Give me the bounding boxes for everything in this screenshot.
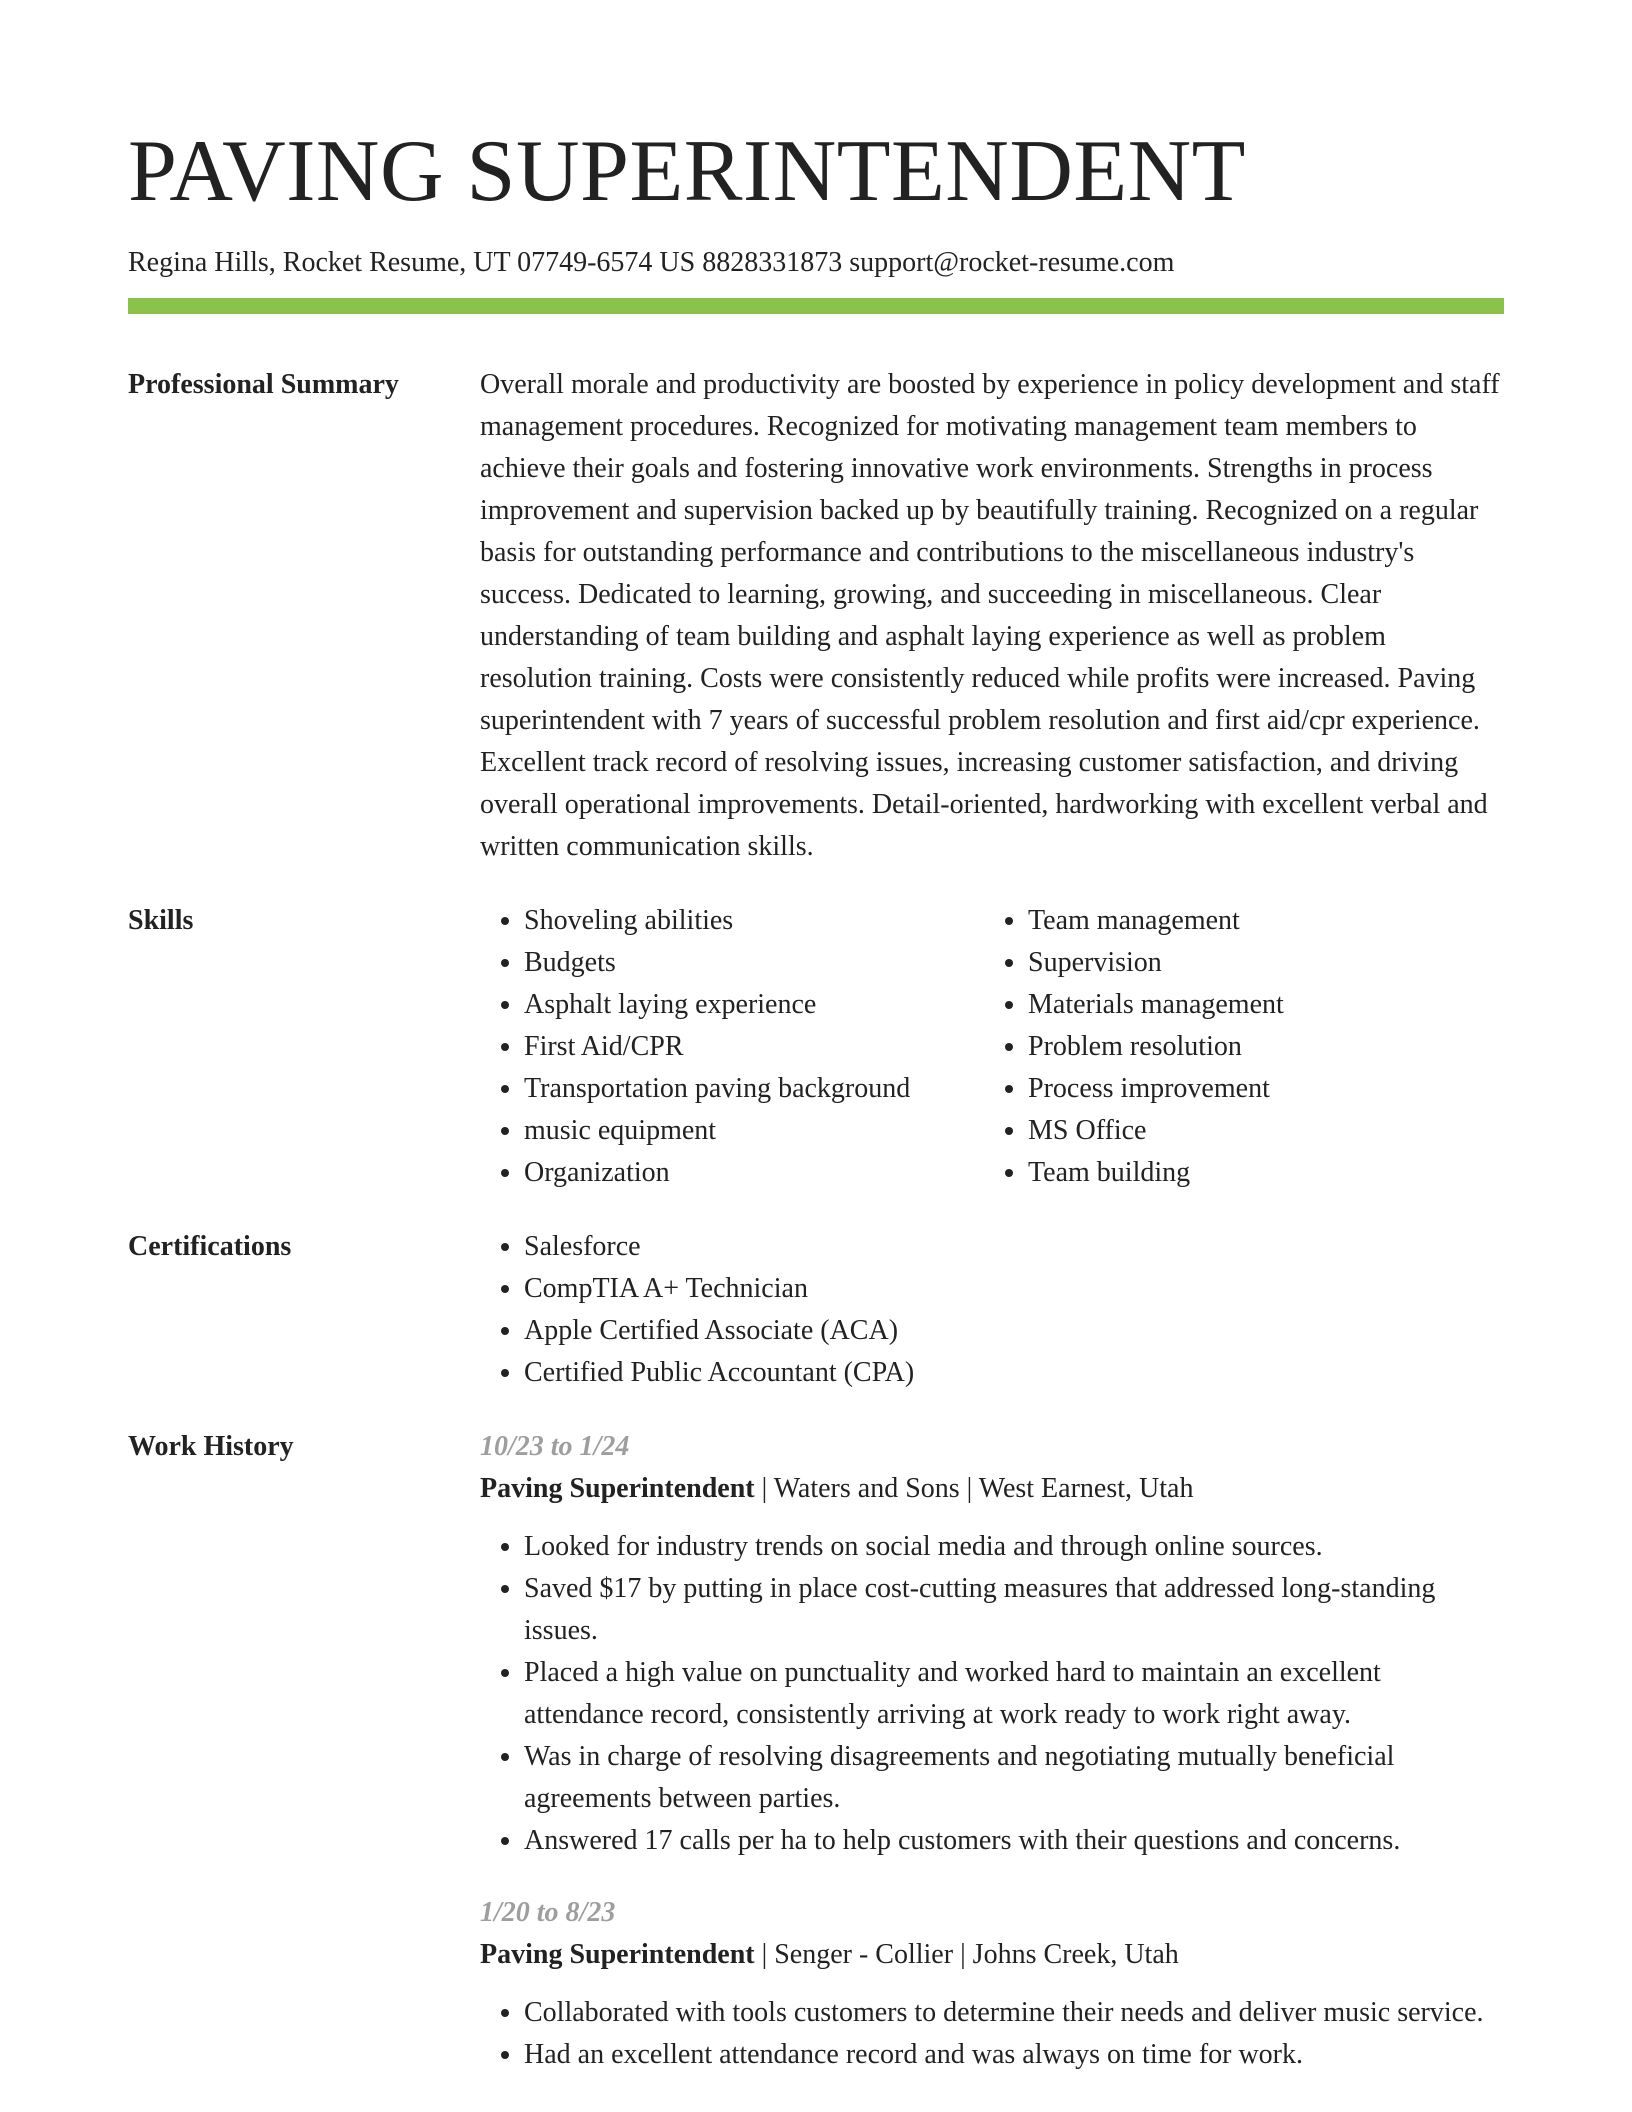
job-title: Paving Superintendent (480, 1473, 755, 1504)
job-location: West Earnest, Utah (978, 1473, 1194, 1504)
job-bullet: • Placed a high value on punctuality and worked hard to maintain an excellent attendance record, consistently arriving at work ready to work right away. (524, 1652, 1504, 1736)
job-bullets (480, 1992, 1504, 2076)
job-entry (480, 1426, 1504, 1862)
section-work-history (128, 1426, 1504, 2076)
skills-list-right (984, 900, 1488, 1194)
section-label-certifications: Certifications (128, 1231, 292, 1262)
job-dates: 1/20 to 8/23 (480, 1897, 616, 1928)
job-bullet: • Was in charge of resolving disagreements and negotiating mutually beneficial agreements between parties. (524, 1736, 1504, 1820)
contact-line (128, 246, 1504, 280)
section-label-work-history: Work History (128, 1431, 294, 1462)
section-label-summary: Professional Summary (128, 369, 399, 400)
skill-item: • Materials management (1028, 984, 1488, 1026)
job-company: Senger - Collier (774, 1939, 954, 1970)
skill-item: • music equipment (524, 1110, 984, 1152)
job-title-line: Paving Superintendent | Waters and Sons | West Earnest, Utah (480, 1473, 1194, 1504)
skill-item: • Organization (524, 1152, 984, 1194)
certification-item: • Apple Certified Associate (ACA) (524, 1310, 1504, 1352)
certification-item: • CompTIA A+ Technician (524, 1268, 1504, 1310)
job-company: Waters and Sons (773, 1473, 960, 1504)
job-bullet: • Looked for industry trends on social media and through online sources. (524, 1526, 1504, 1568)
skill-item: • Transportation paving background (524, 1068, 984, 1110)
job-entry (480, 1892, 1504, 2076)
certifications-list (480, 1226, 1504, 1394)
resume-page (128, 0, 1504, 2076)
job-bullet: • Answered 17 calls per ha to help customers with their questions and concerns. (524, 1820, 1504, 1862)
skills-list-left (480, 900, 984, 1194)
certification-item: • Certified Public Accountant (CPA) (524, 1352, 1504, 1394)
resume-name-title: PAVING SUPERINTENDENT (128, 123, 1246, 220)
work-history-entries (480, 1426, 1504, 2076)
skill-item: • Problem resolution (1028, 1026, 1488, 1068)
section-label-skills: Skills (128, 905, 194, 936)
header-divider (128, 298, 1504, 314)
job-bullets (480, 1526, 1504, 1862)
job-title: Paving Superintendent (480, 1939, 755, 1970)
section-professional-summary (128, 364, 1504, 868)
contact-email: support@rocket-resume.com (849, 247, 1175, 278)
certification-item: • Salesforce (524, 1226, 1504, 1268)
job-bullet: • Saved $17 by putting in place cost-cutting measures that addressed long-standing issues. (524, 1568, 1504, 1652)
job-title-line: Paving Superintendent | Senger - Collier | Johns Creek, Utah (480, 1939, 1179, 1970)
skill-item: • Team management (1028, 900, 1488, 942)
job-dates: 10/23 to 1/24 (480, 1431, 630, 1462)
skills-columns (480, 900, 1504, 1194)
skill-item: • Shoveling abilities (524, 900, 984, 942)
summary-text: Overall morale and productivity are boosted by experience in policy development and staff management procedures. Recognized for motivating management team members to achieve their goals and fostering innovative work environments. Strengths in process improvement and supervision backed up by beautifully training. Recognized on a regular basis for outstanding performance and contributions to the miscellaneous industry's success. Dedicated to learning, growing, and succeeding in miscellaneous. Clear understanding of team building and asphalt laying experience as well as problem resolution training. Costs were consistently reduced while profits were increased. Paving superintendent with 7 years of successful problem resolution and first aid/cpr experience. Excellent track record of resolving issues, increasing customer satisfaction, and driving overall operational improvements. Detail-oriented, hardworking with excellent verbal and written communication skills. (480, 369, 1500, 862)
section-skills (128, 900, 1504, 1194)
job-bullet: • Collaborated with tools customers to determine their needs and deliver music service. (524, 1992, 1504, 2034)
skill-item: • First Aid/CPR (524, 1026, 984, 1068)
contact-phone: 8828331873 (702, 247, 843, 278)
section-certifications (128, 1226, 1504, 1394)
skill-item: • Team building (1028, 1152, 1488, 1194)
skill-item: • Process improvement (1028, 1068, 1488, 1110)
skill-item: • MS Office (1028, 1110, 1488, 1152)
skill-item: • Budgets (524, 942, 984, 984)
contact-location: Regina Hills, Rocket Resume, UT 07749-6574 US (128, 247, 696, 278)
skill-item: • Supervision (1028, 942, 1488, 984)
job-bullet: • Had an excellent attendance record and was always on time for work. (524, 2034, 1504, 2076)
skill-item: • Asphalt laying experience (524, 984, 984, 1026)
job-location: Johns Creek, Utah (972, 1939, 1179, 1970)
